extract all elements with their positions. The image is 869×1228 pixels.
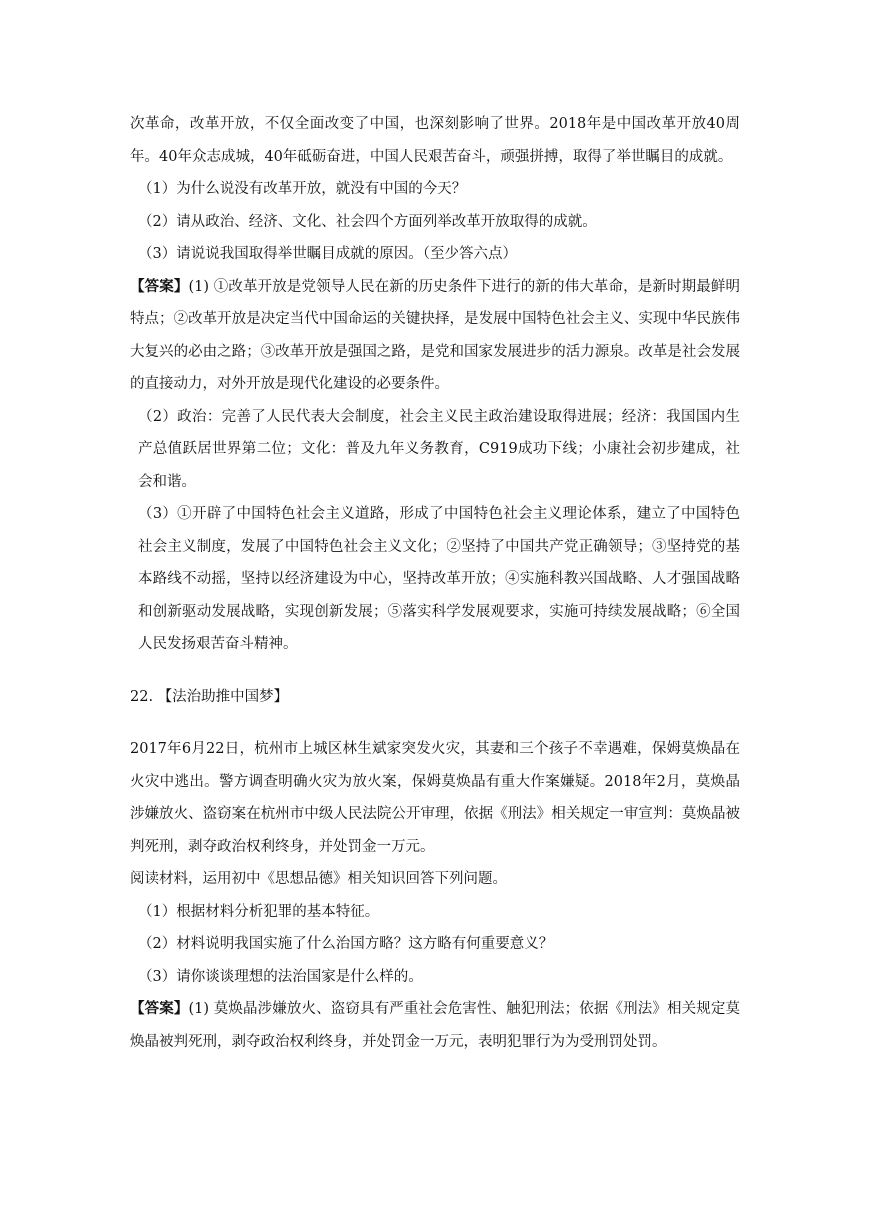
- q21-question-2: （2）请从政治、经济、文化、社会四个方面列举改革开放取得的成就。: [138, 213, 597, 230]
- q22-answer-1-text: (1) 莫焕晶涉嫌放火、盗窃具有严重社会危害性、触犯刑法；依据《刑法》相关规定莫焕晶被判死刑，剥夺政治权利终身，并处罚金一万元，表明犯罪行为为受刑罚处罚。: [130, 1001, 740, 1050]
- answer-label: 【答案】: [130, 1000, 189, 1017]
- q22-question-2: （2）材料说明我国实施了什么治国方略？这方略有何重要意义？: [138, 936, 554, 952]
- q22-question-1: （1）根据材料分析犯罪的基本特征。: [138, 903, 380, 920]
- q22-instruction: 阅读材料，运用初中《思想品德》相关知识回答下列问题。: [130, 871, 507, 887]
- q22-material-paragraph: 2017年6月22日，杭州市上城区林生斌家突发火灾，其妻和三个孩子不幸遇难，保姆莫焕晶在火灾中逃出。警方调查明确火灾为放火案，保姆莫焕晶有重大作案嫌疑。2018年2月，莫焕晶涉嫌放火、盗窃案在杭州市中级人民法院公开审理，依据《刑法》相关规定一审宣判：莫焕晶被判死刑，剥夺政治权利终身，并处罚金一万元。: [130, 741, 740, 855]
- q22-heading: 22. 【法治助推中国梦】: [130, 688, 289, 705]
- answer-label: 【答案】: [130, 277, 189, 295]
- q22-answer-1: [130, 993, 740, 1058]
- q21-answer-3: （3）①开辟了中国特色社会主义道路，形成了中国特色社会主义理论体系，建立了中国特色社会主义制度，发展了中国特色社会主义文化；②坚持了中国共产党正确领导；③坚持党的基本路线不动摇，坚持以经济建设为中心，坚持改革开放；④实施科教兴国战略、人才强国战略和创新驱动发展战略，实现创新发展；⑤落实科学发展观要求，实施可持续发展战略；⑥全国人民发扬艰苦奋斗精神。: [138, 506, 740, 652]
- q21-answer-2: （2）政治：完善了人民代表大会制度，社会主义民主政治建设取得进展；经济：我国国内生产总值跃居世界第二位；文化：普及九年义务教育，C919成功下线；小康社会初步建成，社会和谐。: [138, 408, 740, 490]
- q21-question-1: （1）为什么说没有改革开放，就没有中国的今天？: [138, 181, 467, 197]
- q21-intro-paragraph: 次革命，改革开放，不仅全面改变了中国，也深刻影响了世界。2018年是中国改革开放40周年。40年众志成城，40年砥砺奋进，中国人民艰苦奋斗，顽强拼搏，取得了举世瞩目的成就。: [130, 116, 740, 165]
- document-page: [130, 108, 740, 1058]
- q21-question-3: （3）请说说我国取得举世瞩目成就的原因。（至少答六点）: [138, 246, 517, 262]
- q21-answer-1-text: (1) ①改革开放是党领导人民在新的历史条件下进行的新的伟大革命，是新时期最鲜明特点；②改革开放是决定当代中国命运的关键抉择，是发展中国特色社会主义、实现中华民族伟大复兴的必由之路；③改革开放是强国之路，是党和国家发展进步的活力源泉。改革是社会发展的直接动力，对外开放是现代化建设的必要条件。: [130, 278, 740, 392]
- section-spacer: [130, 661, 740, 681]
- q21-answer-1: [130, 271, 740, 401]
- section-spacer: [130, 713, 740, 733]
- q22-question-3: （3）请你谈谈理想的法治国家是什么样的。: [138, 968, 423, 985]
